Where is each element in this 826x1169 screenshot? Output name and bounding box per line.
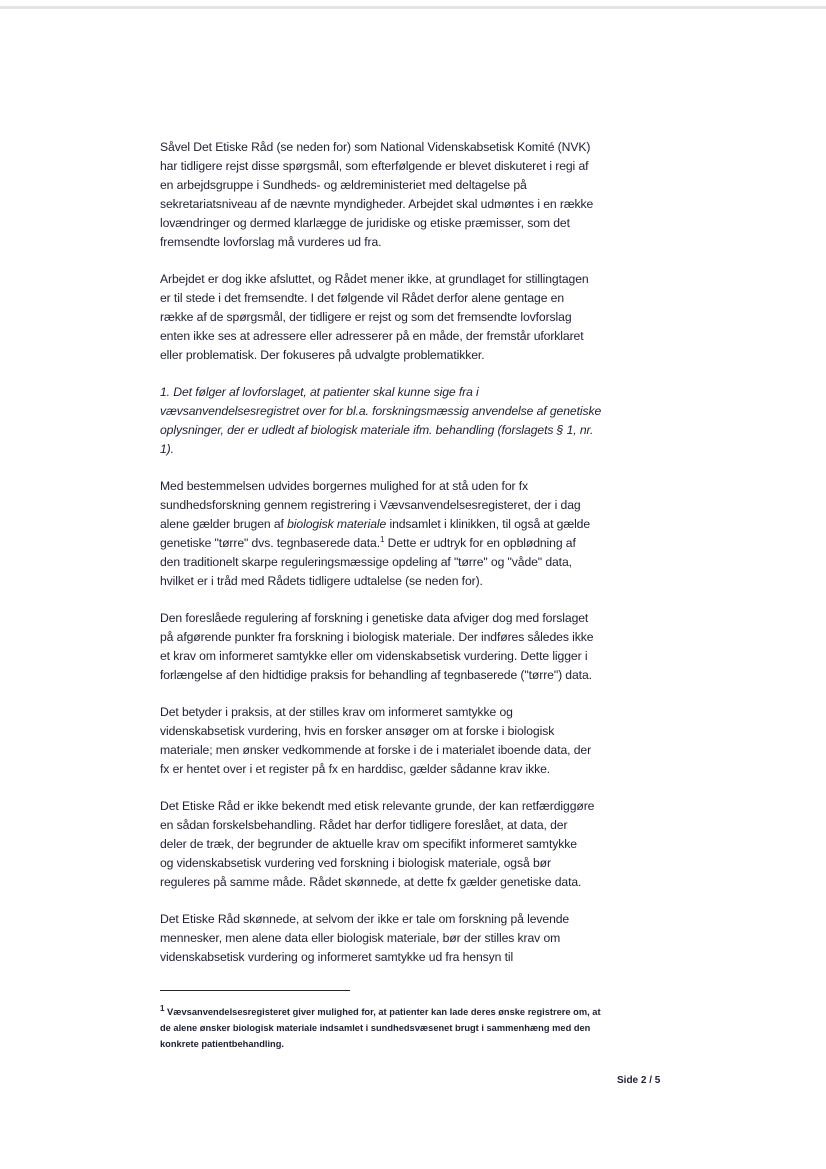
text-line: sekretariatsniveau af de nævnte myndigheder. Arbejdet skal udmøntes i en række	[160, 197, 594, 211]
text-segment: indsamlet i klinikken, til også at gælde	[386, 517, 591, 531]
text-line: er til stede i det fremsendte. I det følgende vil Rådet derfor alene gentage en	[160, 291, 565, 305]
paragraph-in-practice	[160, 703, 660, 779]
text-line: Det betyder i praksis, at der stilles krav om informeret samtykke og	[160, 705, 513, 719]
scan-edge	[0, 6, 826, 9]
text-line: eller problematisk. Der fokuseres på udvalgte problematikker.	[160, 348, 485, 362]
text-line: den traditionelt skarpe reguleringsmæssige opdeling af "tørre" og "våde" data,	[160, 555, 572, 569]
text-line: materiale; men ønsker vedkommende at forske i de i materialet iboende data, der	[160, 743, 592, 757]
document-body	[160, 138, 660, 985]
text-line: har tidligere rejst disse spørgsmål, som efterfølgende er blevet diskuteret i regi af	[160, 159, 589, 173]
text-line: videnskabsetisk vurdering, hvis en forsker ansøger om at forske i biologisk	[160, 724, 555, 738]
text-line: Den foreslåede regulering af forskning i genetiske data afviger dog med forslaget	[160, 611, 589, 625]
text-line: et krav om informeret samtykke eller om videnskabsetisk vurdering. Dette ligger i	[160, 649, 588, 663]
text-line: Det Etiske Råd skønnede, at selvom der ikke er tale om forskning på levende	[160, 912, 570, 926]
text-line: og videnskabsetisk vurdering ved forskning i biologisk materiale, også bør	[160, 856, 551, 870]
text-line: sundhedsforskning gennem registrering i Vævsanvendelsesregisteret, der i dag	[160, 498, 581, 512]
paragraph-work-not-finished	[160, 270, 660, 365]
paragraph-no-ethical-grounds	[160, 797, 660, 892]
footnote-separator	[160, 990, 350, 991]
text-line: hvilket er i tråd med Rådets tidligere udtalelse (se neden for).	[160, 574, 483, 588]
text-line: række af de spørgsmål, der tidligere er rejst og som det fremsendte lovforslag	[160, 310, 572, 324]
text-segment: alene gælder brugen af	[160, 517, 288, 531]
footnote	[160, 1004, 660, 1052]
page-number: Side 2 / 5	[617, 1075, 661, 1086]
text-line: mennesker, men alene data eller biologisk materiale, bør der stilles krav om	[160, 931, 561, 945]
text-line: Det Etiske Råd er ikke bekendt med etisk relevante grunde, der kan retfærdiggøre	[160, 799, 595, 813]
text-line: fremsendte lovforslag må vurderes ud fra.	[160, 235, 382, 249]
heading-line: 1. Det følger af lovforslaget, at patienter skal kunne sige fra i	[160, 385, 479, 399]
text-line	[160, 534, 660, 553]
text-line: reguleres på samme måde. Rådet skønnede, at dette fx gælder genetiske data.	[160, 875, 582, 889]
text-line: lovændringer og dermed klarlægge de juridiske og etiske præmisser, som det	[160, 216, 570, 230]
footnote-line: konkrete patientbehandling.	[160, 1039, 284, 1049]
text-segment: Vævsanvendelsesregisteret giver mulighed for, at patienter kan lade deres ønske registrere om, at	[164, 1007, 601, 1017]
text-line: en sådan forskelsbehandling. Rådet har derfor tidligere foreslået, at data, der	[160, 818, 568, 832]
text-line	[160, 515, 660, 534]
text-line: Arbejdet er dog ikke afsluttet, og Rådet mener ikke, at grundlaget for stillingtagen	[160, 272, 589, 286]
section-heading-1	[160, 383, 660, 459]
text-segment: Dette er udtryk for en opblødning af	[384, 536, 576, 550]
paragraph-provision	[160, 477, 660, 591]
footnote-number: 1	[160, 1003, 165, 1013]
text-line: en arbejdsgruppe i Sundheds- og ældreministeriet med deltagelse på	[160, 178, 527, 192]
text-line: videnskabsetisk vurdering og informeret samtykke ud fra hensyn til	[160, 950, 514, 964]
footnote-line	[160, 1004, 660, 1020]
footnote-line: de alene ønsker biologisk materiale indsamlet i sundhedsvæsenet brugt i sammenhæng med den	[160, 1023, 591, 1033]
text-line: Såvel Det Etiske Råd (se neden for) som National Videnskabsetisk Komité (NVK)	[160, 140, 591, 154]
heading-line: oplysninger, der er udledt af biologisk materiale ifm. behandling (forslagets § 1, nr.	[160, 423, 594, 437]
text-line: deler de træk, der begrunder de aktuelle krav om specifikt informeret samtykke	[160, 837, 577, 851]
heading-line: 1).	[160, 442, 174, 456]
text-segment: genetiske "tørre" dvs. tegnbaserede data.	[160, 536, 380, 550]
text-line: enten ikke ses at adressere eller adresserer på en måde, der fremstår uforklaret	[160, 329, 584, 343]
text-line: forlængelse af den hidtidige praksis for behandling af tegnbaserede ("tørre") data.	[160, 668, 592, 682]
emphasis-text: biologisk materiale	[287, 517, 387, 531]
footnote-reference: 1	[380, 534, 385, 544]
paragraph-proposed-regulation	[160, 609, 660, 685]
paragraph-council-assessment	[160, 910, 660, 967]
paragraph-nvk-background	[160, 138, 660, 252]
heading-line: vævsanvendelsesregistret over for bl.a. forskningsmæssig anvendelse af genetiske	[160, 404, 602, 418]
text-line: fx er hentet over i et register på fx en harddisc, gælder sådanne krav ikke.	[160, 762, 551, 776]
text-line: Med bestemmelsen udvides borgernes mulighed for at stå uden for fx	[160, 479, 529, 493]
text-line: på afgørende punkter fra forskning i biologisk materiale. Der indføres således ikke	[160, 630, 594, 644]
